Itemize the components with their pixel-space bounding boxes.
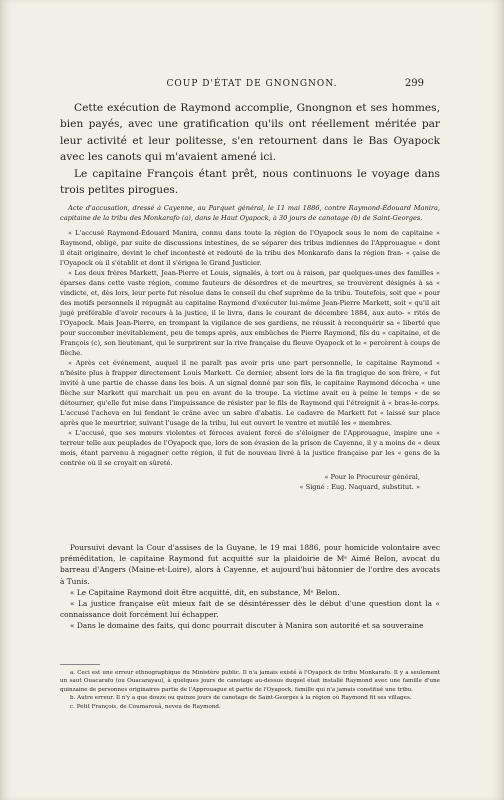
page-number: 299 bbox=[404, 78, 424, 89]
body-paragraph: « Dans le domaine des faits, qui donc pourrait discuter à Manira son autorité et sa souveraine bbox=[70, 621, 424, 631]
act-paragraph: « L'accusé, que ses mœurs violentes et féroces avaient forcé de s'éloigner de l'Approuague, inspire une « terreur telle aux peuplades de l'Oyapock que, lors de son évasion de la prison de Cayenne, il y a moins de « deux mois, étant parvenu à regagner cette région, il fut de nouveau livré à la justice française par les « gens de la contrée où il se croyait en sûreté. bbox=[60, 429, 440, 467]
footnote: c. Petit François, de Coumarouâ, neveu de Raymond. bbox=[70, 703, 221, 710]
signature-line: « Signé : Eug. Naquard, substitut. » bbox=[299, 483, 420, 491]
signature-line: « Pour le Procureur général, bbox=[324, 473, 420, 481]
middle-text bbox=[60, 542, 440, 632]
body-paragraph: « Le Capitaine Raymond doit être acquitté, dit, en substance, Mᵉ Belon. bbox=[70, 587, 340, 597]
body-paragraph: Le capitaine François étant prêt, nous continuons le voyage dans trois petites pirogues. bbox=[60, 167, 440, 197]
top-text bbox=[60, 100, 440, 198]
body-paragraph: Cette exécution de Raymond accomplie, Gnongnon et ses hommes, bien payés, avec une gratification qu'ils ont réellement méritée par leur activité et leur politesse, s'en retournent dans le Bas Oyapock avec les canots qui m'avaient amené ici. bbox=[60, 102, 440, 164]
act-paragraph: « Après cet événement, auquel il ne paraît pas avoir pris une part personnelle, le capitaine Raymond « n'hésite plus à frapper directement Louis Markett. Ce dernier, absent lors de la fin tragique de son frère, « fut invité à une partie de chasse dans les bois. A un signal donné par son fils, le capitaine Raymond décocha « une flèche sur Markett qui marchait un peu en avant de la troupe. La victime avait eu à peine le temps « de se détourner, qu'elle fut mise dans l'impuissance de résister par le fils de Raymond qui l'étreignit à « bras-le-corps. L'accusé l'acheva en lui fendant le crâne avec un sabre d'abatis. Le cadavre de Markett fut « laissé sur place après que le meurtrier, suivant l'usage de la tribu, lui eut ouvert le ventre et mutilé les « membres. bbox=[60, 359, 440, 427]
act-heading: Acte d'accusation, dressé à Cayenne, au Parquet général, le 11 mai 1886, contre Raymond-Édouard Manira, capitaine de la tribu des Monkarafo (a), dans le Haut Oyapock, à 30 jours de canotage (b) de Saint-Georges. bbox=[60, 204, 440, 222]
footnote: a. Ceci est une erreur ethnographique du Ministère public. Il n'a jamais existé à l'Oyapock de tribu Monkarafo. Il y a seulement un saut Ouacarafo (ou Ouacarayau), à quelques jours de canotage au-dessus duquel était installé Raymond avec une famille d'une quinzaine de personnes originaires partie de l'Approuague et partie de l'Oyapock, famille qui n'a jamais constitué une tribu. bbox=[60, 670, 440, 693]
running-header: COUP D'ÉTAT DE GNONGNON. bbox=[166, 79, 338, 89]
footnotes bbox=[60, 662, 440, 711]
act-paragraph: « L'accusé Raymond-Édouard Manira, connu dans toute la région de l'Oyapock sous le nom de capitaine « Raymond, obligé, par suite de discussions intestines, de se séparer des tribus indiennes de l'Approuague « dont il était originaire, devint le chef incontesté et redouté de la tribu des Monkarafo dans la région fran- « çaise de l'Oyapock où il s'établit et dont il s'érigea le Grand Justicier. bbox=[60, 229, 440, 267]
accusation-act bbox=[60, 203, 440, 492]
act-paragraph: « Les deux frères Markett, Jean-Pierre et Louis, signalés, à tort ou à raison, par quelques-unes des familles « éparses dans cette vaste région, comme fauteurs de désordres et de meurtres, se trouvèrent désignés à sa « vindicte, et, dès lors, leur perte fut résolue dans le conseil du chef suprême de la tribu. Toutefois, soit que « pour des motifs personnels il répugnât au capitaine Raymond d'exécuter lui-même Jean-Pierre Markett, soit « qu'il ait jugé préférable d'avoir recours à la justice, il le livra, dans le courant de décembre 1884, aux auto- « rités de l'Oyapock. Mais Jean-Pierre, en trompant la vigilance de ses gardiens, ne réussit à reconquérir sa « liberté que pour succomber inévitablement, peu de temps après, aux embûches de Pierre Raymond, fils du « capitaine, et de François (c), son lieutenant, qui le surprirent sur la rive française du fleuve Oyapock et le « percèrent à coups de flèche. bbox=[60, 269, 440, 357]
footnote-rule bbox=[60, 664, 100, 665]
body-paragraph: « La justice française eût mieux fait de se désintéresser dès le début d'une question dont la « connaissance doit forcément lui échapper. bbox=[60, 599, 440, 620]
body-paragraph: Poursuivi devant la Cour d'assises de la Guyane, le 19 mai 1886, pour homicide volontaire avec préméditation, le capitaine Raymond fut acquitté sur la plaidoirie de Mᵉ Aimé Belon, avocat du barreau d'Angers (Maine-et-Loire), alors à Cayenne, et aujourd'hui bâtonnier de l'ordre des avocats à Tunis. bbox=[60, 543, 440, 586]
footnote: b. Autre erreur. Il n'y a que douze ou quinze jours de canotage de Saint-Georges à la région où Raymond fit ses villages. bbox=[70, 695, 412, 702]
